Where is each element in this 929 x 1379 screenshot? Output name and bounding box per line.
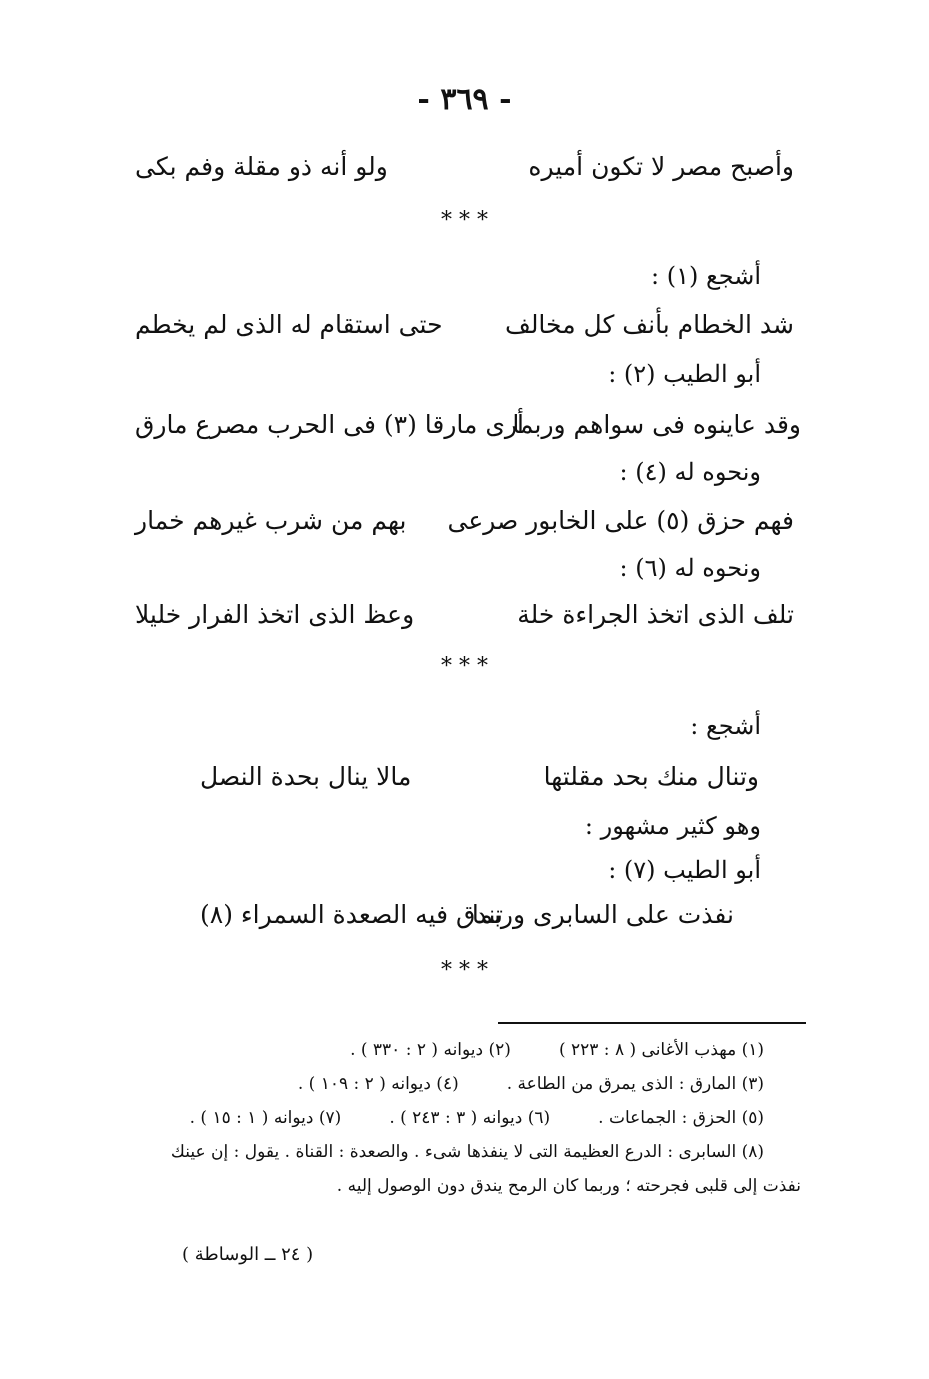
poet-label: أشجع : (690, 712, 761, 740)
footnote: (٧) ديوانه ( ١ : ١٥ ) . (189, 1108, 342, 1128)
verse-second-hemistich: تندق فيه الصعدة السمراء (٨) (200, 900, 504, 929)
footnote: (٦) ديوانه ( ٣ : ٢٤٣ ) . (389, 1108, 551, 1128)
section-separator: * * * (441, 654, 488, 679)
footnote: (٣) المارق : الذى يمرق من الطاعة . (506, 1074, 764, 1094)
poet-label: أبو الطيب (٧) : (608, 856, 761, 884)
footnote: (٥) الحزق : الجماعات . (598, 1108, 764, 1128)
poet-label: ونحوه له (٦) : (619, 554, 761, 582)
footnote: (٨) السابرى : الدرع العظيمة التى لا ينفذها شىء . والصعدة : القناة . يقول : إن عينك (170, 1142, 764, 1162)
verse-first-hemistich: فهم حزق (٥) على الخابور صرعى (447, 506, 794, 535)
verse-first-hemistich: شد الخطام بأنف كل مخالف (504, 310, 794, 339)
section-separator: * * * (441, 208, 488, 233)
poet-label: ونحوه له (٤) : (619, 458, 761, 486)
footnote: (١) مهذب الأغانى ( ٨ : ٢٢٣ ) (558, 1040, 764, 1060)
poet-label: أبو الطيب (٢) : (608, 360, 761, 388)
poet-label: أشجع (١) : (650, 262, 761, 290)
page-number: - ٣٦٩ - (417, 82, 512, 117)
verse-first-hemistich: نفذت على السابرى وربما (471, 900, 734, 929)
verse-first-hemistich: وأصبح مصر لا تكون أميره (528, 152, 794, 181)
verse-first-hemistich: وقد عاينوه فى سواهم وربما (512, 410, 801, 439)
verse-second-hemistich: مالا ينال بحدة النصل (200, 762, 412, 791)
verse-second-hemistich: وعظ الذى اتخذ الفرار خليلا (135, 600, 415, 629)
footnote-row (142, 1108, 764, 1128)
verse-second-hemistich: ولو أنه ذو مقلة وفم بكى (135, 152, 388, 181)
verse-second-hemistich: أرى مارقا (٣) فى الحرب مصرع مارق (135, 410, 524, 439)
footnote: (٢) ديوانه ( ٢ : ٣٣٠ ) . (350, 1040, 511, 1060)
verse-second-hemistich: حتى استقام له الذى لم يخطم (135, 310, 443, 339)
verse-first-hemistich: تلف الذى اتخذ الجراءة خلة (517, 600, 794, 629)
footnote-rule (498, 1022, 806, 1024)
footnote-continuation: نفذت إلى قلبى فجرحته ؛ وربما كان الرمح يندق دون الوصول إليه . (336, 1176, 801, 1196)
commentary-line: وهو كثير مشهور : (584, 812, 761, 840)
footnote-row (302, 1040, 764, 1060)
section-separator: * * * (441, 958, 488, 983)
footnote-row (250, 1074, 764, 1094)
verse-first-hemistich: وتنال منك بحد مقلتها (543, 762, 759, 791)
signature-mark: ( ٢٤ ــ الوساطة ) (182, 1244, 314, 1265)
verse-second-hemistich: بهم من شرب غيرهم خمار (135, 506, 407, 535)
footnote: (٤) ديوانه ( ٢ : ١٠٩ ) . (297, 1074, 459, 1094)
